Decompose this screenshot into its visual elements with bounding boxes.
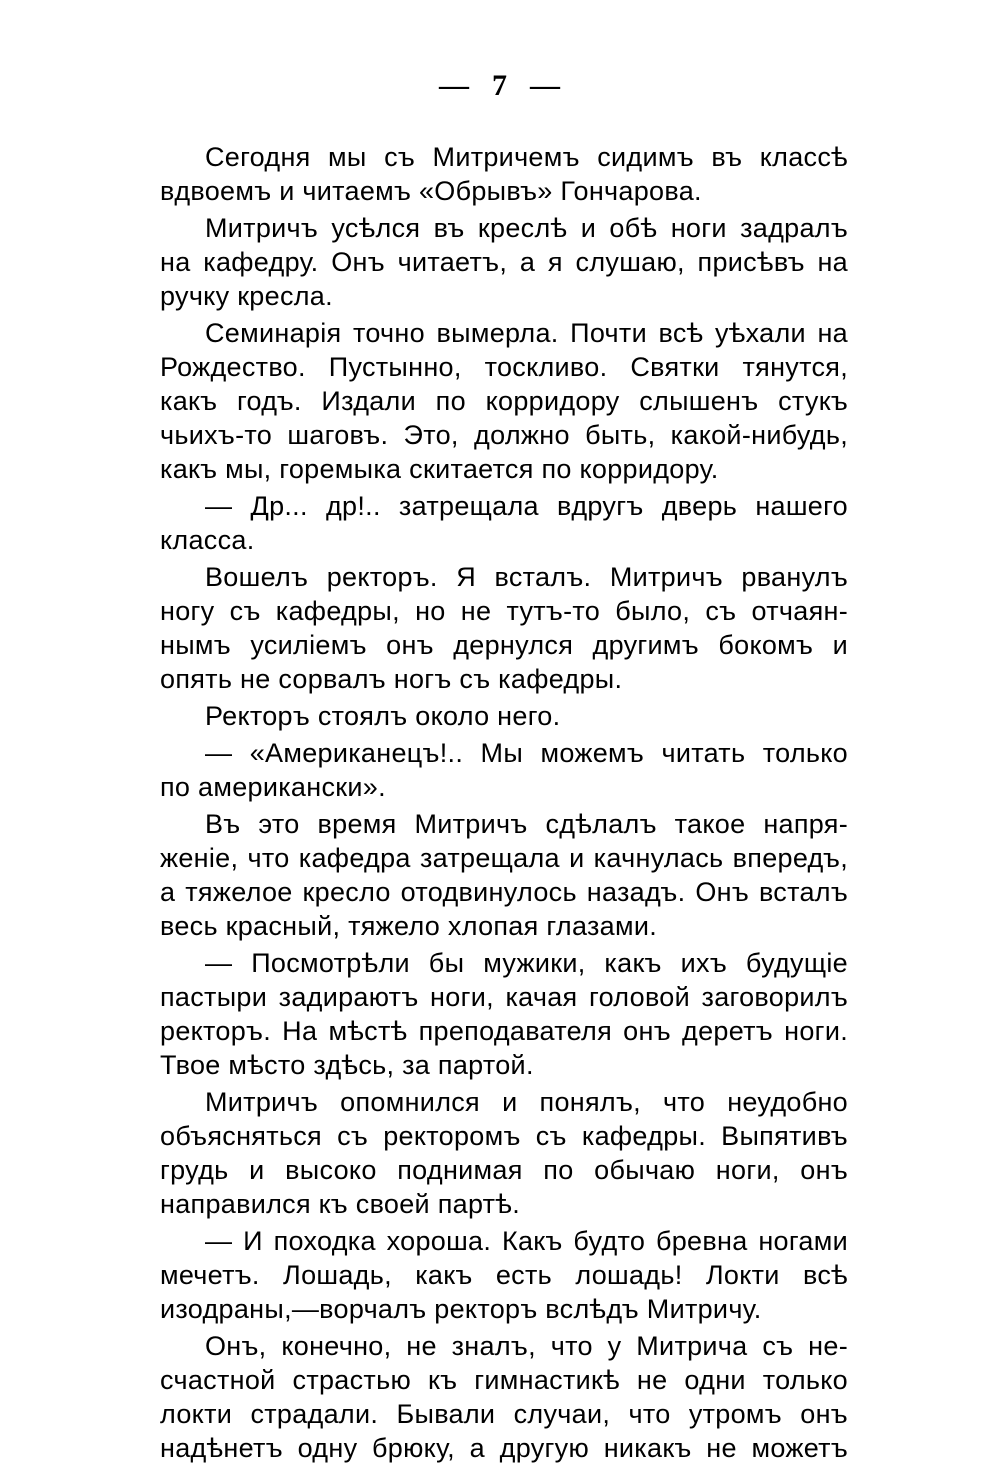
text-line: локти страдали. Бывали случаи, что утромъ онъ (160, 1399, 848, 1429)
text-line: нымъ усиліемъ онъ дернулся другимъ бокомъ и (160, 630, 848, 660)
text-line: чьихъ-то шаговъ. Это, должно быть, какой-нибудь, (160, 420, 848, 450)
page-header (0, 66, 1000, 106)
body-text (160, 140, 848, 1465)
text-line: Твое мѣсто здѣсь, за партой. (160, 1050, 534, 1080)
text-line: Въ это время Митричъ сдѣлалъ такое напря- (205, 809, 848, 839)
text-line: пастыри задираютъ ноги, качая головой заговорилъ (160, 982, 848, 1012)
text-line: ручку кресла. (160, 281, 333, 311)
text-line: вдвоемъ и читаемъ «Обрывъ» Гончарова. (160, 176, 702, 206)
text-line: весь красный, тяжело хлопая глазами. (160, 911, 658, 941)
text-line: ректоръ. На мѣстѣ преподавателя онъ деретъ ноги. (160, 1016, 848, 1046)
page-number: 7 (492, 69, 508, 102)
text-line: — Др... др!.. затрещала вдругъ дверь нашего (205, 491, 848, 521)
header-dash-left: — (439, 69, 470, 102)
text-line: грудь и высоко поднимая по обычаю ноги, онъ (160, 1155, 848, 1185)
text-line: изодраны,—ворчалъ ректоръ вслѣдъ Митричу. (160, 1294, 762, 1324)
text-line: надѣнетъ одну брюку, а другую никакъ не можетъ (160, 1433, 848, 1463)
text-line: — Посмотрѣли бы мужики, какъ ихъ будущіе (205, 948, 848, 978)
header-dash-right: — (530, 69, 561, 102)
text-line: Митричъ усѣлся въ креслѣ и обѣ ноги задралъ (205, 213, 848, 243)
text-line: класса. (160, 525, 255, 555)
text-line: какъ годъ. Издали по корридору слышенъ стукъ (160, 386, 848, 416)
text-line: — И походка хороша. Какъ будто бревна ногами (205, 1226, 848, 1256)
text-line: направился къ своей партѣ. (160, 1189, 520, 1219)
text-line: Сегодня мы съ Митричемъ сидимъ въ классѣ (205, 142, 848, 172)
text-line: счастной страстью къ гимнастикѣ не одни только (160, 1365, 848, 1395)
text-line: Митричъ опомнился и понялъ, что неудобно (205, 1087, 848, 1117)
text-line: объясняться съ ректоромъ съ кафедры. Выпятивъ (160, 1121, 848, 1151)
text-line: а тяжелое кресло отодвинулось назадъ. Онъ всталъ (160, 877, 848, 907)
text-line: какъ мы, горемыка скитается по корридору. (160, 454, 719, 484)
text-line: ногу съ кафедры, но не тутъ-то было, съ отчаян- (160, 596, 848, 626)
text-line: Рождество. Пустынно, тоскливо. Святки тянутся, (160, 352, 848, 382)
text-line: Семинарія точно вымерла. Почти всѣ уѣхали на (205, 318, 848, 348)
text-line: Онъ, конечно, не зналъ, что у Митрича съ не- (205, 1331, 848, 1361)
text-line: на кафедру. Онъ читаетъ, а я слушаю, присѣвъ на (160, 247, 848, 277)
text-line: — «Американецъ!.. Мы можемъ читать только (205, 738, 848, 768)
text-line: Ректоръ стоялъ около него. (205, 701, 561, 731)
text-line: Вошелъ ректоръ. Я всталъ. Митричъ рванулъ (205, 562, 848, 592)
text-line: опять не сорвалъ ногъ съ кафедры. (160, 664, 623, 694)
text-line: мечетъ. Лошадь, какъ есть лошадь! Локти всѣ (160, 1260, 848, 1290)
text-line: по американски». (160, 772, 386, 802)
text-line: женіе, что кафедра затрещала и качнулась впередъ, (160, 843, 848, 873)
